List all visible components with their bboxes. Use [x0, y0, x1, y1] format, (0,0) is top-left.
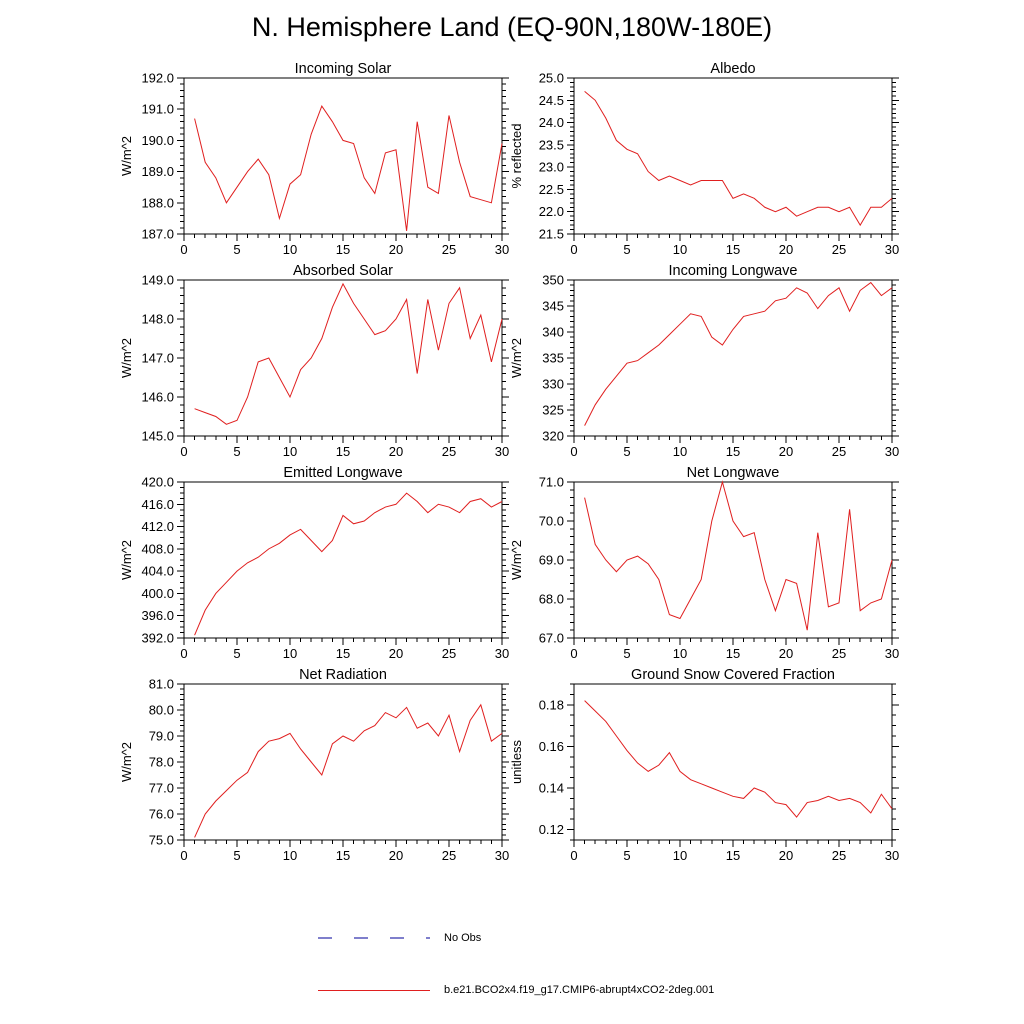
y-tick-label: 404.0 — [141, 563, 174, 579]
series-line — [195, 493, 502, 635]
x-tick-label: 25 — [831, 646, 847, 661]
series-line — [585, 91, 892, 225]
albedo-chart — [509, 61, 902, 264]
x-tick-label: 30 — [884, 646, 900, 661]
page-title: N. Hemisphere Land (EQ-90N,180W-180E) — [251, 12, 773, 42]
y-tick-label: 345 — [542, 298, 564, 314]
chart-title: Net Radiation — [299, 667, 387, 683]
y-tick-label: 0.16 — [538, 738, 564, 754]
y-tick-label: 320 — [542, 428, 564, 444]
y-tick-label: 23.5 — [538, 137, 564, 153]
x-tick-label: 25 — [441, 242, 457, 257]
y-tick-label: 81.0 — [148, 676, 174, 692]
series-line — [585, 482, 892, 630]
y-tick-label: 22.0 — [538, 204, 564, 220]
x-tick-label: 10 — [282, 848, 298, 863]
x-tick-label: 20 — [778, 242, 794, 257]
x-tick-label: 15 — [725, 242, 741, 257]
y-tick-label: 190.0 — [141, 132, 174, 148]
x-tick-label: 25 — [441, 848, 457, 863]
incoming-longwave-chart — [509, 263, 902, 466]
y-tick-label: 71.0 — [538, 474, 564, 490]
x-tick-label: 5 — [623, 444, 631, 459]
incoming-solar-chart — [119, 61, 512, 264]
y-tick-label: 420.0 — [141, 474, 174, 490]
y-tick-label: 147.0 — [141, 350, 174, 366]
x-tick-label: 0 — [180, 848, 188, 863]
x-tick-label: 10 — [672, 242, 688, 257]
series-line — [585, 283, 892, 426]
y-axis-label: W/m^2 — [119, 337, 134, 379]
y-axis-label: W/m^2 — [509, 337, 524, 379]
x-tick-label: 5 — [233, 848, 241, 863]
run-label: b.e21.BCO2x4.f19_g17.CMIP6-abrupt4xCO2-2deg.001 — [444, 984, 715, 996]
x-tick-label: 10 — [672, 646, 688, 661]
y-tick-label: 335 — [542, 350, 564, 366]
x-tick-label: 15 — [725, 646, 741, 661]
x-tick-label: 25 — [831, 444, 847, 459]
y-tick-label: 0.18 — [538, 697, 564, 713]
x-tick-label: 30 — [884, 848, 900, 863]
y-tick-label: 0.12 — [538, 822, 564, 838]
legend-row-run — [318, 984, 1024, 996]
y-tick-label: 25.0 — [538, 70, 564, 86]
x-tick-label: 30 — [494, 444, 510, 459]
y-tick-label: 78.0 — [148, 754, 174, 770]
y-tick-label: 340 — [542, 324, 564, 340]
x-tick-label: 0 — [180, 242, 188, 257]
y-tick-label: 412.0 — [141, 519, 174, 535]
x-tick-label: 30 — [884, 444, 900, 459]
y-tick-label: 24.0 — [538, 115, 564, 131]
y-tick-label: 24.5 — [538, 92, 564, 108]
y-tick-label: 21.5 — [538, 226, 564, 242]
y-tick-label: 189.0 — [141, 164, 174, 180]
x-tick-label: 30 — [884, 242, 900, 257]
x-tick-label: 20 — [388, 646, 404, 661]
x-tick-label: 20 — [388, 444, 404, 459]
x-tick-label: 0 — [180, 444, 188, 459]
series-line — [195, 705, 502, 838]
y-tick-label: 149.0 — [141, 272, 174, 288]
x-tick-label: 30 — [494, 242, 510, 257]
chart-title: Ground Snow Covered Fraction — [631, 667, 835, 683]
chart-title: Incoming Longwave — [668, 263, 798, 279]
net-longwave-chart — [509, 465, 902, 668]
ground-snow-covered-fraction-chart — [509, 667, 902, 870]
y-axis-label: W/m^2 — [119, 741, 134, 783]
y-tick-label: 191.0 — [141, 101, 174, 117]
x-tick-label: 25 — [831, 848, 847, 863]
y-tick-label: 148.0 — [141, 311, 174, 327]
emitted-longwave-chart — [119, 465, 512, 668]
x-tick-label: 25 — [831, 242, 847, 257]
x-tick-label: 20 — [778, 848, 794, 863]
x-tick-label: 20 — [778, 646, 794, 661]
x-tick-label: 15 — [335, 646, 351, 661]
x-tick-label: 5 — [623, 848, 631, 863]
x-tick-label: 15 — [725, 848, 741, 863]
series-line — [195, 106, 502, 231]
y-tick-label: 396.0 — [141, 608, 174, 624]
x-tick-label: 0 — [570, 242, 578, 257]
x-tick-label: 5 — [623, 242, 631, 257]
run-solid-line — [318, 990, 430, 991]
plot-frame — [574, 684, 892, 840]
plot-frame — [184, 482, 502, 638]
charts-grid — [0, 62, 1024, 870]
y-tick-label: 350 — [542, 272, 564, 288]
legend-row-no-obs — [318, 932, 1024, 944]
plot-frame — [574, 78, 892, 234]
y-axis-label: % reflected — [509, 123, 524, 189]
y-tick-label: 23.0 — [538, 159, 564, 175]
y-tick-label: 325 — [542, 402, 564, 418]
chart-title: Net Longwave — [686, 465, 780, 481]
x-tick-label: 20 — [388, 242, 404, 257]
y-tick-label: 75.0 — [148, 832, 174, 848]
x-tick-label: 25 — [441, 444, 457, 459]
x-tick-label: 15 — [335, 848, 351, 863]
y-tick-label: 188.0 — [141, 195, 174, 211]
plot-frame — [184, 684, 502, 840]
x-tick-label: 5 — [233, 242, 241, 257]
x-tick-label: 0 — [570, 444, 578, 459]
y-tick-label: 77.0 — [148, 780, 174, 796]
y-axis-label: W/m^2 — [509, 539, 524, 581]
x-tick-label: 25 — [441, 646, 457, 661]
y-tick-label: 79.0 — [148, 728, 174, 744]
chart-title: Albedo — [710, 61, 756, 77]
absorbed-solar-chart — [119, 263, 512, 466]
y-tick-label: 76.0 — [148, 806, 174, 822]
x-tick-label: 5 — [233, 444, 241, 459]
y-axis-label: unitless — [509, 739, 524, 785]
chart-title: Absorbed Solar — [293, 263, 393, 279]
chart-title: Incoming Solar — [294, 61, 392, 77]
chart-title: Emitted Longwave — [283, 465, 403, 481]
no-obs-dashed-line — [318, 937, 430, 939]
y-tick-label: 330 — [542, 376, 564, 392]
y-axis-label: W/m^2 — [119, 135, 134, 177]
x-tick-label: 20 — [778, 444, 794, 459]
net-radiation-chart — [119, 667, 512, 870]
x-tick-label: 0 — [570, 848, 578, 863]
x-tick-label: 30 — [494, 646, 510, 661]
y-tick-label: 0.14 — [538, 780, 564, 796]
plot-frame — [574, 280, 892, 436]
legend — [318, 932, 1024, 996]
x-tick-label: 10 — [282, 646, 298, 661]
x-tick-label: 5 — [233, 646, 241, 661]
x-tick-label: 10 — [282, 444, 298, 459]
x-tick-label: 0 — [570, 646, 578, 661]
y-tick-label: 392.0 — [141, 630, 174, 646]
no-obs-label: No Obs — [444, 932, 482, 944]
y-tick-label: 70.0 — [538, 513, 564, 529]
y-axis-label: W/m^2 — [119, 539, 134, 581]
x-tick-label: 20 — [388, 848, 404, 863]
x-tick-label: 0 — [180, 646, 188, 661]
series-line — [195, 284, 502, 424]
x-tick-label: 15 — [725, 444, 741, 459]
y-tick-label: 192.0 — [141, 70, 174, 86]
x-tick-label: 15 — [335, 242, 351, 257]
series-line — [585, 701, 892, 817]
y-tick-label: 145.0 — [141, 428, 174, 444]
y-tick-label: 69.0 — [538, 552, 564, 568]
x-tick-label: 10 — [282, 242, 298, 257]
y-tick-label: 187.0 — [141, 226, 174, 242]
x-tick-label: 5 — [623, 646, 631, 661]
x-tick-label: 15 — [335, 444, 351, 459]
y-tick-label: 146.0 — [141, 389, 174, 405]
y-tick-label: 400.0 — [141, 585, 174, 601]
x-tick-label: 30 — [494, 848, 510, 863]
y-tick-label: 68.0 — [538, 591, 564, 607]
y-tick-label: 67.0 — [538, 630, 564, 646]
x-tick-label: 10 — [672, 848, 688, 863]
y-tick-label: 416.0 — [141, 496, 174, 512]
plot-frame — [184, 78, 502, 234]
y-tick-label: 408.0 — [141, 541, 174, 557]
x-tick-label: 10 — [672, 444, 688, 459]
y-tick-label: 80.0 — [148, 702, 174, 718]
plot-frame — [184, 280, 502, 436]
y-tick-label: 22.5 — [538, 181, 564, 197]
